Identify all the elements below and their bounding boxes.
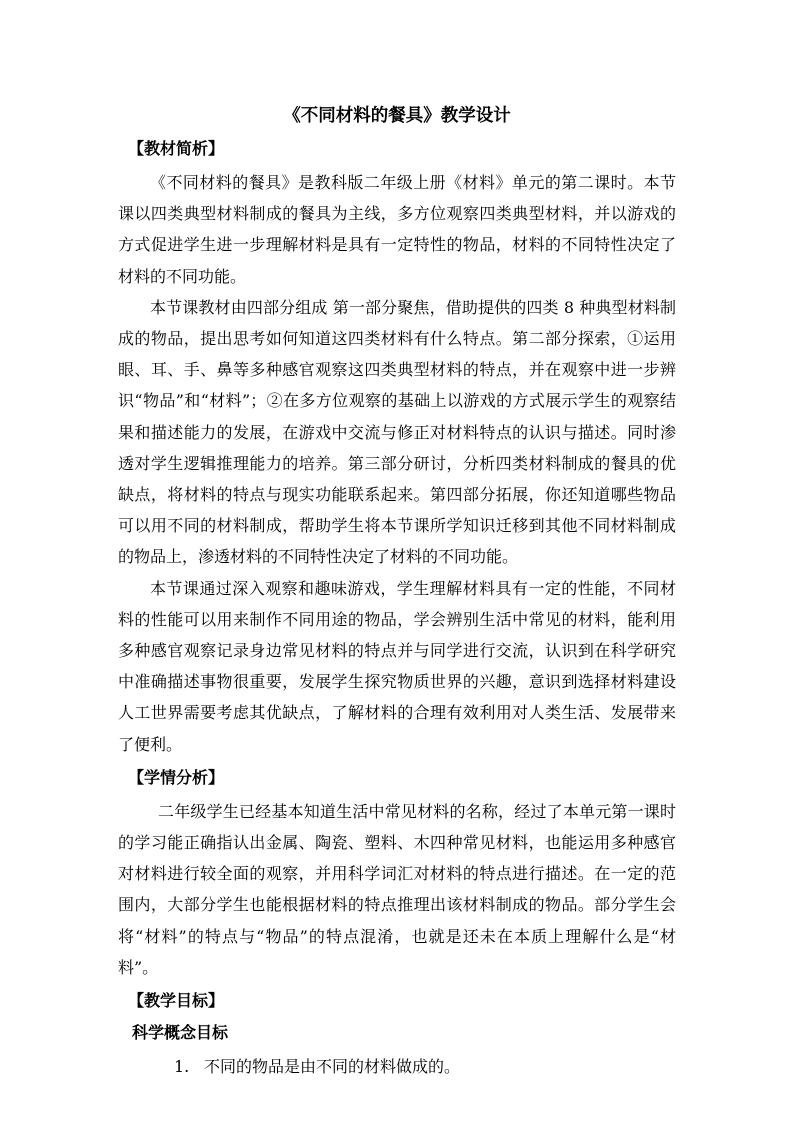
paragraph: 本节课教材由四部分组成 第一部分聚焦，借助提供的四类 8 种典型材料制成的物品，提出思考如何知道这四类材料有什么特点。第二部分探索，①运用眼、耳、手、鼻等多种感官观察这四类典型材料的特点，并在观察中进一步辨识“物品”和“材料”；②在多方位观察的基础上以游戏的方式展示学生的观察结果和描述能力的发展，在游戏中交流与修正对材料特点的认识与描述。同时渗透对学生逻辑推理能力的培养。第三部分研讨，分析四类材料制成的餐具的优缺点，将材料的特点与现实功能联系起来。第四部分拓展，你还知道哪些物品可以用不同的材料制成，帮助学生将本节课所学知识迁移到其他不同材料制成的物品上，渗透材料的不同特性决定了材料的不同功能。 bbox=[118, 297, 676, 567]
paragraph: 本节课通过深入观察和趣味游戏，学生理解材料具有一定的性能，不同材料的性能可以用来制作不同用途的物品，学会辨别生活中常见的材料，能利用多种感官观察记录身边常见材料的特点并与同学进行交流，认识到在科学研究中准确描述事物很重要，发展学生探究物质世界的兴趣，意识到选择材料建设人工世界需要考虑其优缺点，了解材料的合理有效利用对人类生活、发展带来了便利。 bbox=[118, 578, 676, 754]
section-heading-textbook-analysis: 【教材简析】 bbox=[128, 139, 225, 158]
document-title: 《不同材料的餐具》教学设计 bbox=[283, 106, 511, 126]
paragraph: 《不同材料的餐具》是教科版二年级上册《材料》单元的第二课时。本节课以四类典型材料制成的餐具为主线，多方位观察四类典型材料，并以游戏的方式促进学生进一步理解材料是具有一定特性的物品，材料的不同特性决定了材料的不同功能。 bbox=[118, 173, 676, 286]
list-item-text: 不同的物品是由不同的材料做成的。 bbox=[204, 1057, 461, 1077]
list-item bbox=[174, 1053, 676, 1081]
section-heading-student-analysis: 【学情分析】 bbox=[128, 767, 225, 787]
list-item-number: 1. bbox=[174, 1057, 190, 1077]
subheading-science-concept-goals: 科学概念目标 bbox=[132, 1023, 229, 1043]
paragraph: 二年级学生已经基本知道生活中常见材料的名称，经过了本单元第一课时的学习能正确指认出金属、陶瓷、塑料、木四种常见材料，也能运用多种感官对材料进行较全面的观察，并用科学词汇对材料的特点进行描述。在一定的范围内，大部分学生也能根据材料的特点推理出该材料制成的物品。部分学生会将“材料”的特点与“物品”的特点混淆，也就是还未在本质上理解什么是“材料”。 bbox=[118, 801, 676, 977]
document-content bbox=[118, 103, 676, 1081]
section-heading-teaching-goals: 【教学目标】 bbox=[128, 991, 225, 1011]
